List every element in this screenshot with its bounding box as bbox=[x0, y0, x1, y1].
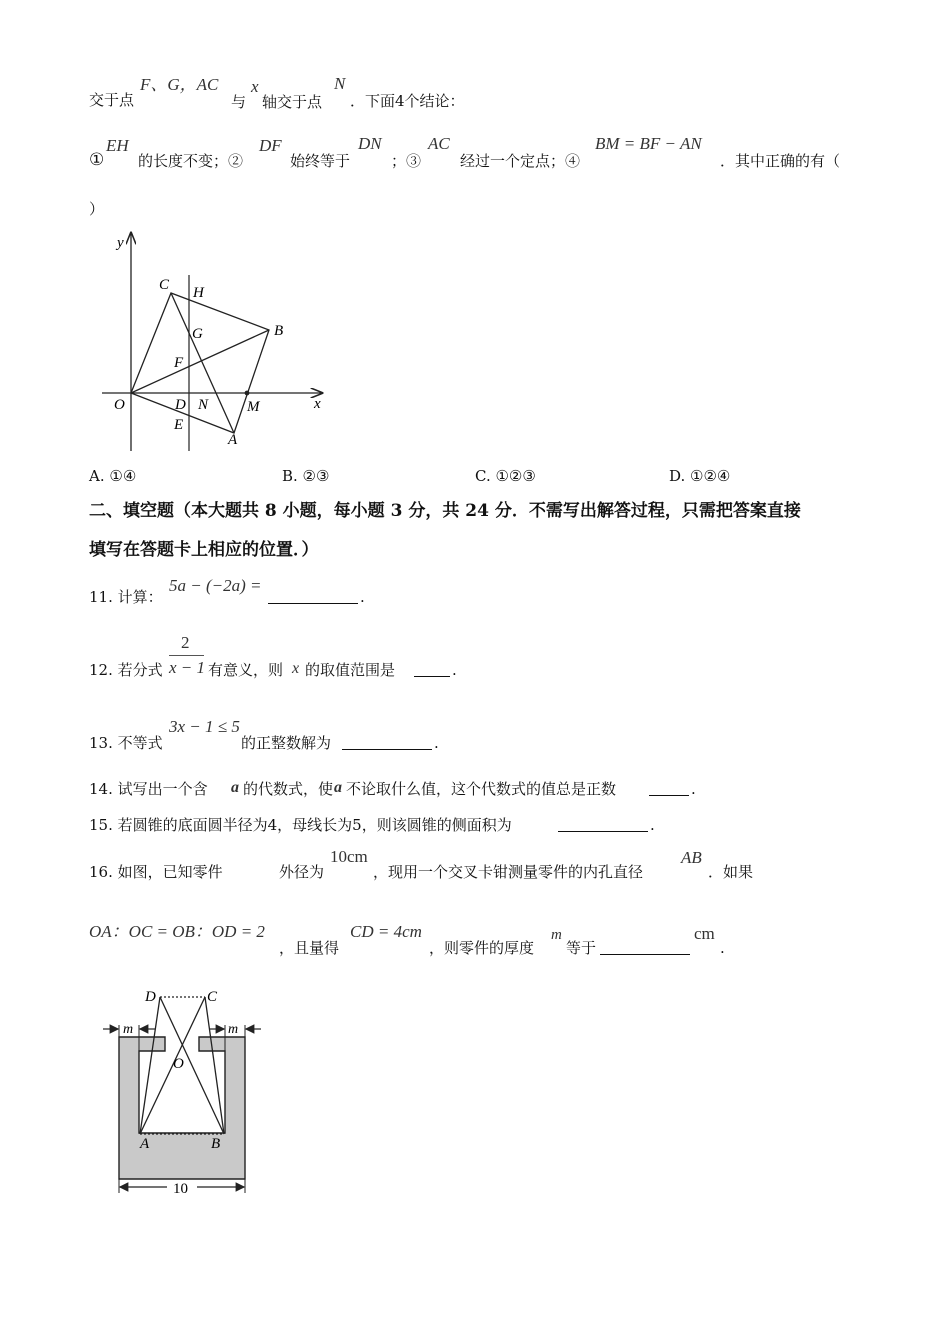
q12-fraction-bar bbox=[169, 655, 204, 656]
q10-math-dn: DN bbox=[358, 134, 382, 153]
q12-mid: 有意义，则 bbox=[208, 661, 284, 679]
q11-answer-blank[interactable] bbox=[268, 589, 358, 604]
q10-line1-axis: 轴交于点 bbox=[262, 93, 323, 111]
q14-text1: 14. 试写出一个含 bbox=[89, 780, 208, 798]
q10-label-a: A bbox=[228, 432, 238, 448]
q16-label-d: D bbox=[145, 989, 156, 1005]
q10-conclusion1-mark: ① bbox=[89, 150, 105, 170]
q10-math-eh: EH bbox=[106, 136, 129, 155]
q16-equals: 等于 bbox=[566, 939, 597, 957]
q10-point-m bbox=[245, 391, 250, 396]
q10-conclusion2-text: 始终等于 bbox=[290, 152, 351, 170]
q10-math-fg-ac: F、G，AC bbox=[140, 75, 219, 94]
q10-tail: ．其中正确的有（ bbox=[720, 152, 841, 170]
q11-end: . bbox=[360, 588, 365, 606]
q10-conclusion3-mark: ；③ bbox=[391, 152, 422, 170]
q16-prefix: 16. 如图，已知零件 bbox=[89, 863, 223, 881]
q10-label-g: G bbox=[192, 326, 203, 342]
q12-end: . bbox=[452, 661, 457, 679]
q10-conclusion1-text: 的长度不变；② bbox=[138, 152, 244, 170]
q16-label-ten: 10 bbox=[173, 1181, 188, 1197]
q15-answer-blank[interactable] bbox=[558, 817, 648, 832]
q15-end: . bbox=[650, 816, 655, 834]
q10-math-x: x bbox=[251, 77, 259, 96]
q10-line1-mid: 与 bbox=[231, 93, 247, 111]
q13-expression: 3x − 1 ≤ 5 bbox=[169, 717, 240, 736]
q10-math-bm: BM = BF − AN bbox=[595, 134, 702, 153]
q16-label-m-left: m bbox=[123, 1022, 134, 1037]
q14-text3: 不论取什么值，这个代数式的值总是正数 bbox=[346, 780, 617, 798]
q10-math-df: DF bbox=[259, 136, 282, 155]
q12-suffix: 的取值范围是 bbox=[305, 661, 396, 679]
q10-conclusion3-text: 经过一个定点；④ bbox=[460, 152, 581, 170]
q10-label-e: E bbox=[174, 417, 184, 433]
q16-figure bbox=[95, 985, 275, 1200]
q10-label-n: N bbox=[198, 397, 209, 413]
q10-option-c[interactable]: C. ①②③ bbox=[475, 467, 536, 485]
q16-end1: ．如果 bbox=[708, 863, 754, 881]
q10-line1-end: ．下面4个结论： bbox=[350, 92, 465, 110]
q16-unit: cm bbox=[694, 924, 715, 943]
q16-mid: ，现用一个交叉卡钳测量零件的内孔直径 bbox=[373, 863, 644, 881]
q13-suffix: 的正整数解为 bbox=[241, 734, 332, 752]
q16-label-a: A bbox=[140, 1136, 150, 1152]
q10-math-ac: AC bbox=[428, 134, 450, 153]
q10-label-m: M bbox=[247, 399, 260, 415]
q10-paren-close: ） bbox=[89, 200, 105, 218]
q12-var: x bbox=[292, 660, 300, 677]
q10-label-d: D bbox=[175, 397, 186, 413]
q16-label-o: O bbox=[173, 1056, 184, 1072]
q16-measured: ，且量得 bbox=[279, 939, 340, 957]
q12-prefix: 12. 若分式 bbox=[89, 661, 163, 679]
q16-thick: ，则零件的厚度 bbox=[429, 939, 535, 957]
q14-answer-blank[interactable] bbox=[649, 781, 689, 796]
q14-var2: a bbox=[334, 779, 342, 796]
q16-answer-blank[interactable] bbox=[600, 940, 690, 955]
section2-heading-line1: 二、填空题（本大题共 8 小题，每小题 3 分，共 24 分．不需写出解答过程，只需把答案直接 bbox=[89, 501, 801, 521]
q10-label-y: y bbox=[117, 235, 124, 251]
q16-cd: CD = 4cm bbox=[350, 922, 422, 941]
q12-numerator: 2 bbox=[181, 633, 190, 652]
q16-size: 10cm bbox=[330, 847, 368, 866]
q16-label-b: B bbox=[211, 1136, 221, 1152]
q10-option-b[interactable]: B. ②③ bbox=[282, 467, 330, 485]
q10-figure bbox=[90, 225, 340, 455]
q16-ab: AB bbox=[681, 848, 702, 867]
q14-var1: a bbox=[231, 779, 239, 796]
q13-prefix: 13. 不等式 bbox=[89, 734, 163, 752]
q13-end: . bbox=[434, 734, 439, 752]
q16-label-c: C bbox=[207, 989, 218, 1005]
q10-line1-prefix: 交于点 bbox=[89, 91, 135, 109]
q10-label-h: H bbox=[193, 285, 204, 301]
q13-answer-blank[interactable] bbox=[342, 735, 432, 750]
q16-end2: . bbox=[720, 939, 725, 957]
q14-text2: 的代数式，使 bbox=[243, 780, 334, 798]
q16-m: m bbox=[551, 927, 562, 943]
q10-option-a[interactable]: A. ①④ bbox=[89, 467, 137, 485]
q10-label-c: C bbox=[159, 277, 170, 293]
q16-ratio: OA：OC = OB：OD = 2 bbox=[89, 922, 265, 941]
q12-denominator: x − 1 bbox=[169, 658, 206, 677]
q10-label-o: O bbox=[114, 397, 125, 413]
q10-math-n: N bbox=[334, 74, 346, 93]
q10-option-d[interactable]: D. ①②④ bbox=[669, 467, 731, 485]
q10-label-f: F bbox=[174, 355, 184, 371]
section2-heading-line2: 填写在答题卡上相应的位置．） bbox=[89, 540, 319, 560]
q16-outer: 外径为 bbox=[279, 863, 325, 881]
q10-label-x: x bbox=[314, 396, 321, 412]
q14-end: . bbox=[691, 780, 696, 798]
q15-text: 15. 若圆锥的底面圆半径为4，母线长为5，则该圆锥的侧面积为 bbox=[89, 816, 512, 834]
q10-label-b: B bbox=[274, 323, 284, 339]
q16-label-m-right: m bbox=[228, 1022, 239, 1037]
q11-expression: 5a − (−2a) = bbox=[169, 576, 262, 595]
q11-label: 11. 计算： bbox=[89, 588, 163, 606]
q12-answer-blank[interactable] bbox=[414, 662, 450, 677]
